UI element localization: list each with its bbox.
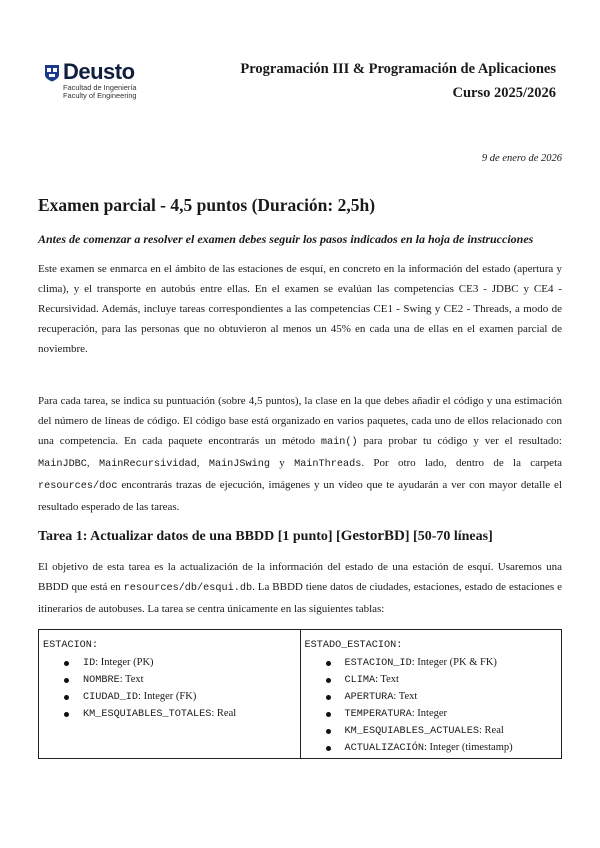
table-name: ESTADO_ESTACION: [304,640,403,651]
column-type: : Real [479,725,504,736]
column-item [305,706,559,723]
text: Tarea 1: Actualizar datos de una BBDD [1 punto] [ [38,529,341,544]
logo-wordmark: Deusto [63,59,135,84]
code-main-recursividad: MainRecursividad [98,459,197,470]
column-name: ACTUALIZACIÓN [344,743,424,754]
tasks-paragraph [38,391,562,517]
text: y [269,457,295,469]
column-name: ID [83,658,96,669]
column-item [305,723,559,740]
column-item [305,740,559,757]
column-name: CLIMA [344,675,376,686]
column-item [305,672,559,689]
text: , [86,457,99,469]
text: para probar tu código y ver el resultado: [357,435,562,447]
table-name: ESTACION: [43,640,99,651]
code-db-path: resources/db/esqui.db [123,583,253,594]
column-item [43,655,297,672]
column-type: : Text [393,691,418,702]
column-item [305,655,559,672]
text: . Por otro lado, dentro de la carpeta [361,457,563,469]
code-main-jswing: MainJSwing [208,459,270,470]
code-main-jdbc: MainJDBC [38,459,87,470]
code-main-threads: MainThreads [294,459,362,470]
column-type: : Text [119,674,144,685]
logo-sub-line-2: Faculty of Engineering [63,91,137,101]
column-name: NOMBRE [83,675,120,686]
column-type: : Text [375,674,399,685]
course-year: Curso 2025/2026 [452,85,556,101]
logo-subtitle [63,84,137,101]
task1-class: GestorBD [340,528,405,544]
text: Para cada tarea, se indica su puntuación (sobre 4,5 puntos), la clase en la que debes añadir el código y una estimación del número de líneas de código. El código base está organizado en varios paquetes, cada uno de ellos relacionado con una competencia. En cada paquete encontrarás un método [38,395,562,447]
column-name: TEMPERATURA [344,709,412,720]
schema-table [38,629,562,759]
column-type: : Integer [411,708,448,719]
deusto-shield-icon [44,64,60,82]
table-estacion [39,630,300,758]
code-main: main() [320,437,358,448]
text: El objetivo de esta tarea es la actualización de la información del estado de una estación de esquí. Usaremos una BBDD que está en [38,561,562,593]
column-item [43,706,297,723]
logo-sub-line-1: Facultad de Ingeniería [63,83,137,92]
text: , [196,457,209,469]
text: ] [50-70 líneas] [404,529,493,544]
column-item [305,689,559,706]
deusto-logo [44,59,154,108]
column-list [43,655,297,723]
task1-title [38,528,493,545]
column-name: CIUDAD_ID [83,692,139,703]
exam-date: 9 de enero de 2026 [481,153,562,164]
column-name: APERTURA [344,692,394,703]
intro-paragraph: Este examen se enmarca en el ámbito de las estaciones de esquí, en concreto en la información del estado (apertura y clima), y el transporte en autobús entre ellas. En el examen se evalúan las competencias CE3 - JDBC y CE4 - Recursividad. Además, incluye tareas correspondientes a las competencias CE1 - Swing y CE2 - Threads, a modo de recuperación, para las personas que no obtuvieron al menos un 45% en cada una de ellas en el examen parcial de noviembre. [38,263,562,355]
text: encontrarás trazas de ejecución, imágenes y un vídeo que te ayudarán a ver con mayor detalle el resultado esperado de las tareas. [38,479,562,513]
course-title: Programación III & Programación de Aplicaciones [240,61,556,77]
exam-title: Examen parcial - 4,5 puntos (Duración: 2,5h) [38,195,376,215]
column-item [43,672,297,689]
column-type: : Integer (PK) [95,657,154,668]
column-name: KM_ESQUIABLES_TOTALES [83,709,212,720]
column-type: : Integer (timestamp) [423,742,513,753]
column-type: : Real [211,708,237,719]
column-item [43,689,297,706]
task1-paragraph [38,557,562,619]
exam-subtitle: Antes de comenzar a resolver el examen debes seguir los pasos indicados en la hoja de instrucciones [38,232,534,246]
text: . La BBDD tiene datos de ciudades, estaciones, estado de estaciones e itinerarios de autobuses. La tarea se centra únicamente en las siguientes tablas: [38,581,562,615]
column-name: ESTACION_ID [344,658,412,669]
code-doc-path: resources/doc [38,481,118,492]
column-list [305,655,559,757]
table-estado-estacion [300,630,562,758]
column-type: : Integer (PK & FK) [411,657,497,668]
column-type: : Integer (FK) [138,691,197,702]
column-name: KM_ESQUIABLES_ACTUALES [344,726,479,737]
